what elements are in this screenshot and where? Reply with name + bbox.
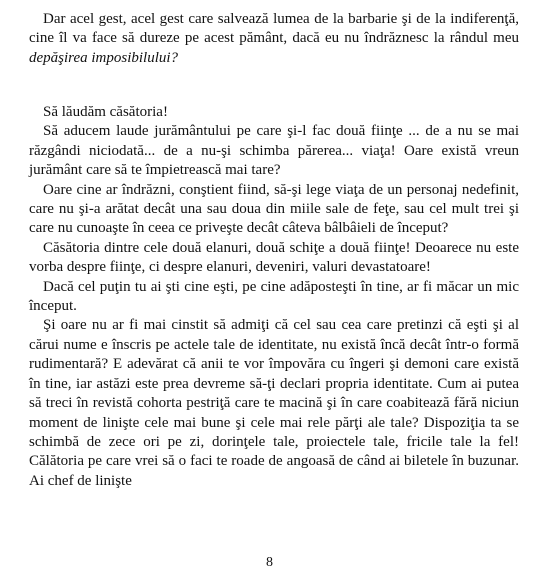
paragraph: Dacă cel puţin tu ai şti cine eşti, pe cine adăposteşti în tine, ar fi măcar un mic început. <box>29 278 519 315</box>
paragraph: Să aducem laude jurământului pe care şi-l fac două fiinţe ... de a nu se mai răzgândi niciodată... de a nu-şi schimba părerea... viaţa! Oare există vreun jurământ care să te împietrească mai tare? <box>29 123 519 179</box>
paragraph: Şi oare nu ar fi mai cinstit să admiţi că cel sau cea care pretinzi că eşti şi al cărui nume e înscris pe actele tale de identitate, nu există încă decât într-o formă rudimentară? E adevărat că anii te vor împovăra cu îngeri şi demoni care există în tine, iar astăzi este prea devreme să-ţi declari propria identitate. Cum ai putea să treci în revistă cohorta pestriţă care te macină şi în care coabitează fără niciun moment de linişte cele mai bune şi cele mai rele părţi ale tale? Dispoziţia ta se schimbă de zece ori pe zi, dorinţele tale, proiectele tale, fricile tale la fel! Călătoria pe care vrei să o faci te roade de angoasă de când ai biletele în buzunar. Ai chef de linişte <box>29 317 519 489</box>
paragraph: Să lăudăm căsătoria! <box>43 104 168 120</box>
body-text-block <box>29 103 519 491</box>
paragraph: Dar acel gest, acel gest care salvează lumea de la barbarie şi de la indiferenţă, cine îl va face să dureze pe acest pământ, dacă eu nu îndrăznesc la rândul meu depăşirea imposibilului? <box>29 11 519 66</box>
opening-paragraph-block <box>29 10 519 68</box>
paragraph: Oare cine ar îndrăzni, conştient fiind, să-şi lege viaţa de un personaj nedefinit, care nu şi-a arătat decât una sau doua din miile sale de feţe, sau cel mult trei şi care nu cunoaşte în ceea ce priveşte decât câteva bâlbâieli de început? <box>29 181 519 237</box>
italic-phrase: depăşirea imposibilului? <box>29 49 179 66</box>
page-number: 8 <box>266 555 273 570</box>
paragraph: Căsătoria dintre cele două elanuri, două schiţe a două fiinţe! Deoarece nu este vorba despre fiinţe, ci despre elanuri, deveniri, valuri devastatoare! <box>29 239 519 276</box>
